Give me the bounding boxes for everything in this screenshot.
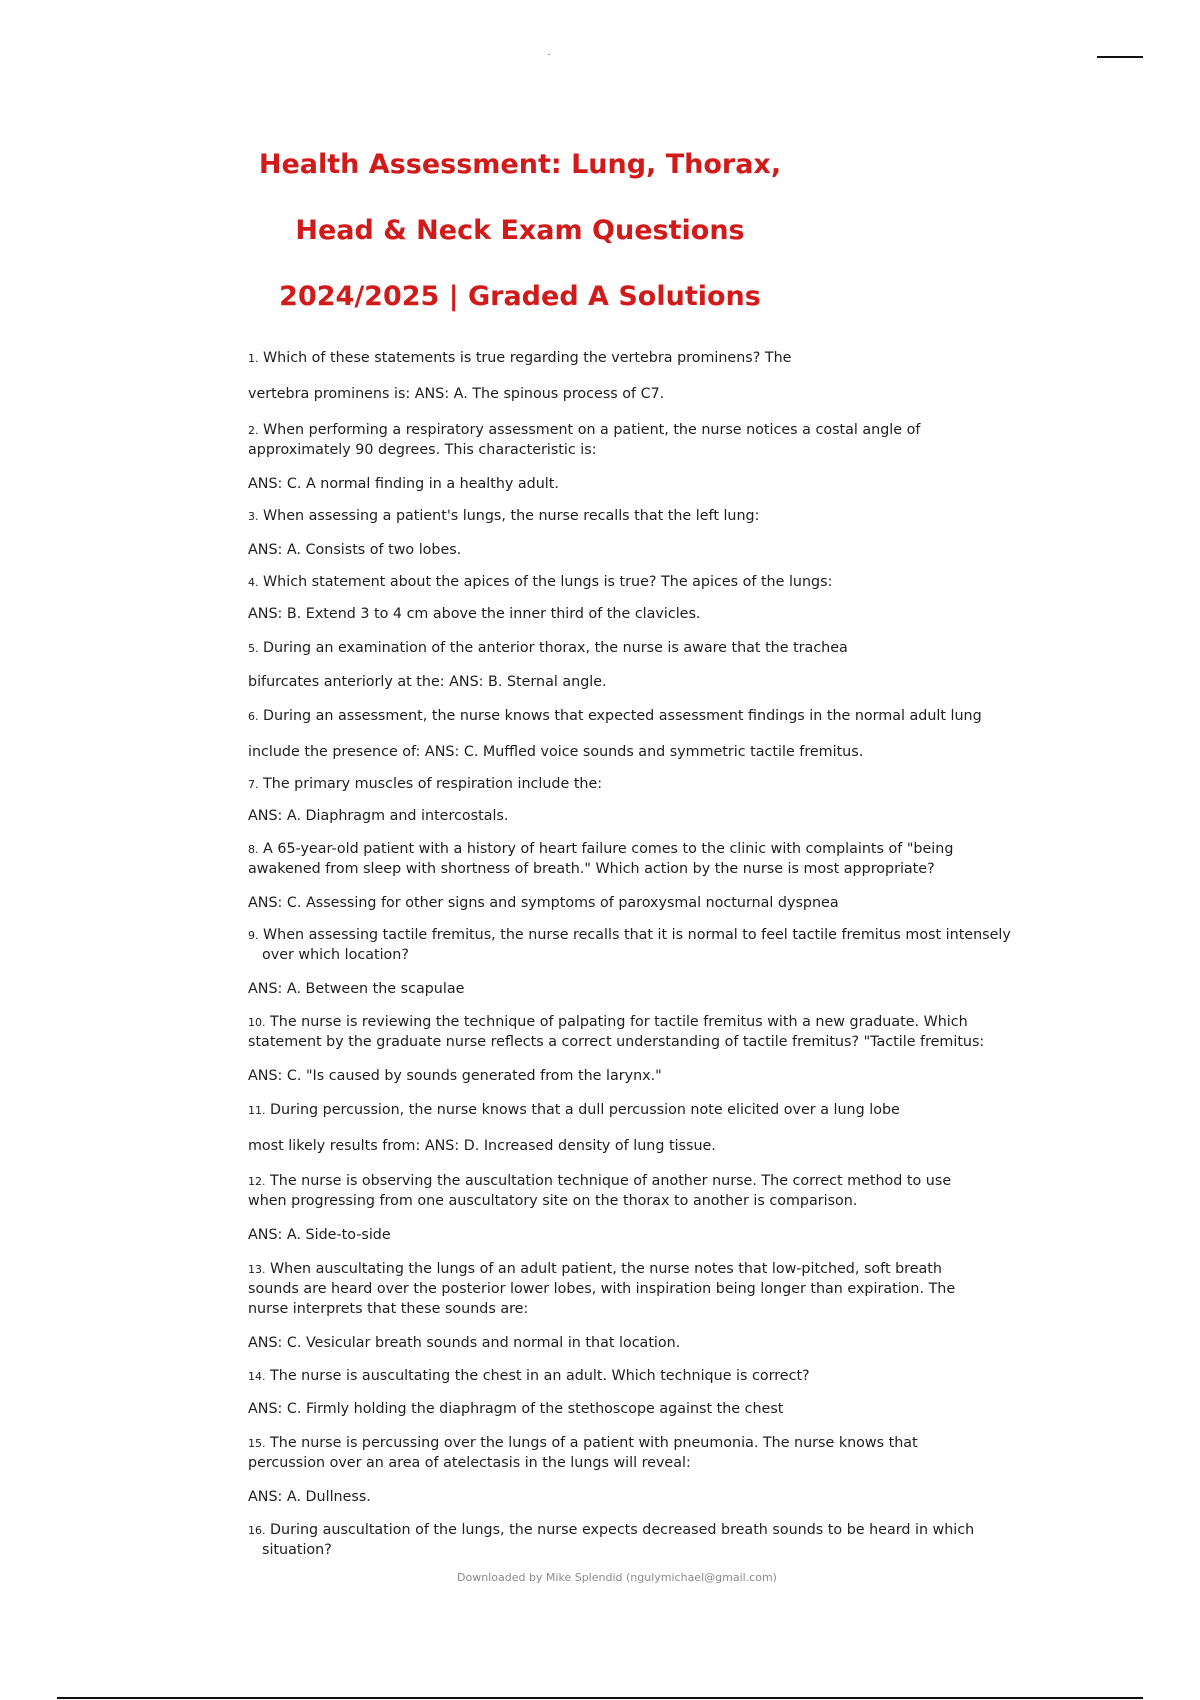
line-text: When auscultating the lungs of an adult patient, the nurse notes that low-pitched, soft breath xyxy=(270,1261,942,1277)
line-text: approximately 90 degrees. This characteristic is: xyxy=(248,442,597,458)
line-text: include the presence of: ANS: C. Muffled voice sounds and symmetric tactile fremitus. xyxy=(248,744,864,760)
text-line xyxy=(248,808,508,824)
line-text: ANS: A. Side-to-side xyxy=(248,1227,391,1243)
document-title xyxy=(200,132,840,330)
line-text: ANS: C. Firmly holding the diaphragm of the stethoscope against the chest xyxy=(248,1401,784,1417)
line-text: When assessing tactile fremitus, the nurse recalls that it is normal to feel tactile fremitus most intensely xyxy=(263,927,1011,943)
text-line xyxy=(248,861,935,877)
line-text: The nurse is percussing over the lungs of a patient with pneumonia. The nurse knows that xyxy=(270,1435,918,1451)
text-line xyxy=(248,542,461,558)
question-number: 2. xyxy=(248,424,259,437)
text-line xyxy=(248,1138,716,1154)
line-text: When assessing a patient's lungs, the nurse recalls that the left lung: xyxy=(263,508,760,524)
line-text: The nurse is reviewing the technique of palpating for tactile fremitus with a new graduate. Which xyxy=(270,1014,968,1030)
question-line xyxy=(248,1261,942,1277)
question-line xyxy=(248,776,602,792)
line-text: ANS: A. Dullness. xyxy=(248,1489,371,1505)
line-text: Which statement about the apices of the lungs is true? The apices of the lungs: xyxy=(263,574,833,590)
line-text: The nurse is observing the auscultation technique of another nurse. The correct method to use xyxy=(270,1173,952,1189)
text-line xyxy=(248,1227,391,1243)
title-line-2: Head & Neck Exam Questions xyxy=(295,215,745,246)
line-text: vertebra prominens is: ANS: A. The spinous process of C7. xyxy=(248,386,665,402)
question-number: 14. xyxy=(248,1370,266,1383)
question-number: 4. xyxy=(248,576,259,589)
text-line xyxy=(248,386,664,402)
question-line xyxy=(248,1435,918,1451)
text-line xyxy=(248,1489,371,1505)
text-line xyxy=(248,1034,984,1050)
text-line xyxy=(248,744,863,760)
question-number: 13. xyxy=(248,1263,266,1276)
line-text: statement by the graduate nurse reflects a correct understanding of tactile fremitus? "Tactile fremitus: xyxy=(248,1034,985,1050)
text-line xyxy=(248,981,464,997)
line-text: sounds are heard over the posterior lower lobes, with inspiration being longer than expiration. The xyxy=(248,1281,956,1297)
question-number: 8. xyxy=(248,843,259,856)
text-line xyxy=(248,1193,857,1209)
bottom-rule xyxy=(57,1697,1143,1699)
line-text: ANS: C. "Is caused by sounds generated from the larynx." xyxy=(248,1068,662,1084)
line-text: when progressing from one auscultatory site on the thorax to another is comparison. xyxy=(248,1193,858,1209)
line-text: Which of these statements is true regarding the vertebra prominens? The xyxy=(263,350,792,366)
question-line xyxy=(248,640,848,656)
question-number: 3. xyxy=(248,510,259,523)
line-text: The primary muscles of respiration include the: xyxy=(263,776,603,792)
line-text: awakened from sleep with shortness of breath." Which action by the nurse is most appropriate? xyxy=(248,861,935,877)
title-line-3: 2024/2025 | Graded A Solutions xyxy=(279,281,761,312)
text-line xyxy=(248,442,597,458)
line-text: During percussion, the nurse knows that a dull percussion note elicited over a lung lobe xyxy=(270,1102,900,1118)
question-line xyxy=(248,1102,900,1118)
question-number: 16. xyxy=(248,1524,266,1537)
text-line xyxy=(262,947,409,963)
question-number: 5. xyxy=(248,642,259,655)
line-text: most likely results from: ANS: D. Increased density of lung tissue. xyxy=(248,1138,716,1154)
text-line xyxy=(248,674,607,690)
question-line xyxy=(248,927,1011,943)
download-footer: Downloaded by Mike Splendid (ngulymichael@gmail.com) xyxy=(457,1571,777,1584)
text-line xyxy=(248,606,700,622)
question-line xyxy=(248,508,759,524)
title-line-1: Health Assessment: Lung, Thorax, xyxy=(258,149,782,180)
text-line xyxy=(248,895,839,911)
question-line xyxy=(248,1173,951,1189)
question-number: 11. xyxy=(248,1104,266,1117)
line-text: situation? xyxy=(262,1542,332,1558)
question-line xyxy=(248,1014,968,1030)
line-text: During auscultation of the lungs, the nurse expects decreased breath sounds to be heard in which xyxy=(270,1522,975,1538)
question-line xyxy=(248,708,982,724)
text-line xyxy=(262,1542,332,1558)
line-text: ANS: A. Between the scapulae xyxy=(248,981,465,997)
line-text: ANS: C. Vesicular breath sounds and normal in that location. xyxy=(248,1335,681,1351)
corner-rule xyxy=(1097,56,1143,58)
line-text: ANS: B. Extend 3 to 4 cm above the inner third of the clavicles. xyxy=(248,606,701,622)
line-text: ANS: C. Assessing for other signs and symptoms of paroxysmal nocturnal dyspnea xyxy=(248,895,839,911)
question-line xyxy=(248,574,832,590)
line-text: A 65-year-old patient with a history of heart failure comes to the clinic with complaints of "being xyxy=(263,841,954,857)
question-number: 1. xyxy=(248,352,259,365)
question-number: 15. xyxy=(248,1437,266,1450)
question-number: 7. xyxy=(248,778,259,791)
text-line xyxy=(248,476,559,492)
question-line xyxy=(248,1368,810,1384)
page-speck xyxy=(548,54,550,55)
text-line xyxy=(248,1068,662,1084)
line-text: ANS: A. Consists of two lobes. xyxy=(248,542,462,558)
line-text: ANS: A. Diaphragm and intercostals. xyxy=(248,808,509,824)
text-line xyxy=(248,1455,691,1471)
question-number: 9. xyxy=(248,929,259,942)
question-number: 10. xyxy=(248,1016,266,1029)
question-line xyxy=(248,841,953,857)
line-text: The nurse is auscultating the chest in an adult. Which technique is correct? xyxy=(270,1368,810,1384)
text-line xyxy=(248,1335,680,1351)
question-line xyxy=(248,350,791,366)
question-line xyxy=(248,422,920,438)
question-line xyxy=(248,1522,974,1538)
line-text: During an examination of the anterior thorax, the nurse is aware that the trachea xyxy=(263,640,848,656)
question-number: 12. xyxy=(248,1175,266,1188)
line-text: During an assessment, the nurse knows that expected assessment findings in the normal adult lung xyxy=(263,708,982,724)
line-text: bifurcates anteriorly at the: ANS: B. Sternal angle. xyxy=(248,674,607,690)
line-text: over which location? xyxy=(262,947,409,963)
text-line xyxy=(248,1281,955,1297)
line-text: nurse interprets that these sounds are: xyxy=(248,1301,529,1317)
text-line xyxy=(248,1301,528,1317)
line-text: When performing a respiratory assessment on a patient, the nurse notices a costal angle of xyxy=(263,422,921,438)
line-text: ANS: C. A normal finding in a healthy adult. xyxy=(248,476,559,492)
text-line xyxy=(248,1401,783,1417)
question-number: 6. xyxy=(248,710,259,723)
line-text: percussion over an area of atelectasis in the lungs will reveal: xyxy=(248,1455,691,1471)
